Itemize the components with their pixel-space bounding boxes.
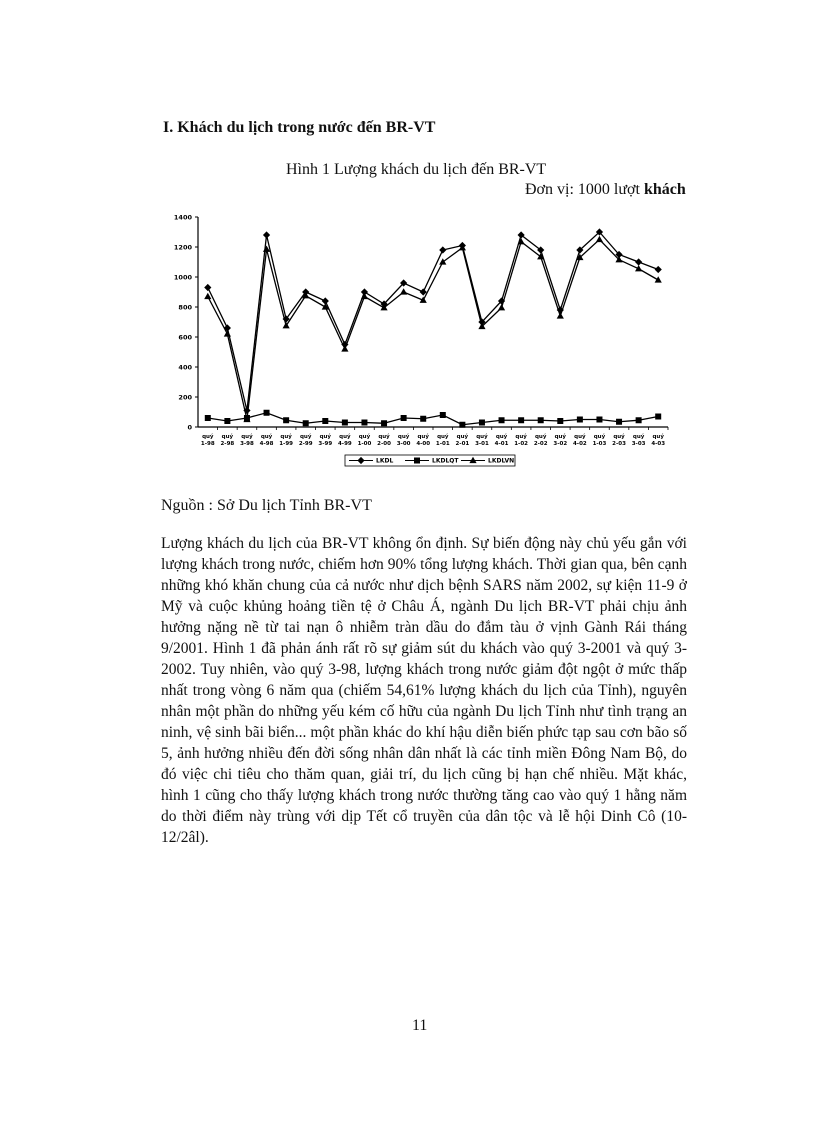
body-paragraph: Lượng khách du lịch của BR-VT không ổn định. Sự biến động này chủ yếu gắn với lượng khách trong nước, chiếm hơn 90% tổng lượng khách. Thời gian qua, bên cạnh những khó khăn chung của cả nước như dịch bệnh SARS năm 2002, sự kiện 11-9 ở Mỹ và cuộc khủng hoảng tiền tệ ở Châu Á, ngành Du lịch BR-VT phải chịu ảnh hưởng nặng nề từ tai nạn ô nhiễm tràn dầu do đắm tàu ở vịnh Gành Rái tháng 9/2001. Hình 1 đã phản ánh rất rõ sự giảm sút du khách vào quý 3-2001 và quý 3-2002. Tuy nhiên, vào quý 3-98, lượng khách trong nước giảm đột ngột ở mức thấp nhất trong vòng 6 năm qua (chiếm 54,61% lượng khách du lịch của Tỉnh), nguyên nhân một phần do những yếu kém cố hữu của ngành Du lịch Tỉnh như tình trạng an ninh, vệ sinh bãi biển... một phần khác do khí hậu diễn biến phức tạp sau cơn bão số 5, ảnh hưởng nhiều đến đời sống nhân dân nhất là các tỉnh miền Đông Nam Bộ, do đó việc chi tiêu cho thăm quan, giải trí, du lịch cũng bị hạn chế nhiều. Mặt khác, hình 1 cũng cho thấy lượng khách trong nước thường tăng cao vào quý 1 hằng năm do thời điểm này trùng với dịp Tết cổ truyền của dân tộc và lễ hội Dinh Cô (10-12/2âl).: [161, 535, 687, 846]
x-tick-label-top: quý: [260, 434, 273, 440]
x-tick-label: 3-01: [475, 441, 489, 447]
x-tick-label: 1-99: [279, 441, 294, 447]
section-heading: I. Khách du lịch trong nước đến BR-VT: [163, 119, 436, 136]
series-lkdlqt-point: [224, 418, 230, 424]
series-lkdlqt-point: [283, 417, 289, 423]
y-tick-label: 800: [178, 303, 192, 312]
x-tick-label: 4-01: [494, 441, 509, 447]
x-tick-label: 4-03: [651, 441, 666, 447]
x-tick-label: 2-99: [298, 441, 313, 447]
y-tick-label: 0: [187, 423, 192, 432]
y-tick-label: 600: [178, 333, 192, 342]
x-tick-label-top: quý: [241, 434, 253, 440]
x-tick-label-top: quý: [319, 434, 332, 440]
source-note: Nguồn : Sở Du lịch Tỉnh BR-VT: [161, 497, 372, 514]
figure-unit: [525, 181, 686, 199]
x-tick-label: 2-98: [220, 441, 235, 447]
series-lkdlqt-point: [538, 417, 544, 423]
x-tick-label-top: quý: [280, 434, 292, 440]
series-lkdlvn-point: [557, 312, 564, 318]
series-lkdlvn-point: [224, 330, 231, 336]
x-tick-label: 2-02: [533, 441, 548, 447]
x-tick-label-top: quý: [358, 434, 371, 440]
x-tick-label: 3-02: [553, 441, 568, 447]
x-tick-label: 4-00: [416, 441, 431, 447]
y-tick-label: 1200: [173, 243, 192, 252]
x-tick-label-top: quý: [221, 434, 234, 440]
x-tick-label: 1-00: [357, 441, 372, 447]
series-lkdlvn-point: [518, 238, 525, 244]
x-tick-label-top: quý: [339, 434, 351, 440]
x-tick-label: 1-03: [592, 441, 607, 447]
series-lkdlqt-point: [303, 420, 309, 426]
series-lkdlqt-point: [459, 422, 465, 428]
series-lkdlqt-point: [616, 419, 622, 425]
series-lkdlqt-point: [577, 417, 583, 423]
x-tick-label-top: quý: [397, 434, 410, 440]
x-tick-label-top: quý: [613, 434, 625, 440]
series-lkdlqt-point: [381, 420, 387, 426]
series-lkdlqt-point: [361, 420, 367, 426]
y-tick-label: 1000: [173, 273, 192, 282]
series-lkdlqt-point: [420, 416, 426, 422]
x-tick-label-top: quý: [437, 434, 449, 440]
series-line-lkdl: [208, 232, 658, 411]
series-lkdlqt-point: [401, 415, 407, 421]
x-tick-label: 4-99: [337, 441, 352, 447]
series-lkdlqt-point: [655, 414, 661, 420]
legend-label: LKDLQT: [432, 457, 459, 465]
y-tick-label: 1400: [173, 213, 192, 222]
series-lkdlqt-point: [205, 415, 211, 421]
series-line-lkdlvn: [208, 240, 658, 420]
series-lkdlqt-point: [264, 410, 270, 416]
series-lkdlvn-point: [341, 345, 348, 351]
series-lkdlvn-point: [655, 276, 662, 282]
series-lkdlqt-point: [322, 418, 328, 424]
series-lkdlqt-point: [557, 418, 563, 424]
x-tick-label: 3-00: [396, 441, 411, 447]
x-tick-label: 3-99: [318, 441, 333, 447]
x-tick-label-top: quý: [574, 434, 586, 440]
x-tick-label: 2-00: [377, 441, 391, 447]
series-lkdlqt-point: [479, 420, 485, 426]
x-tick-label-top: quý: [593, 434, 606, 440]
figure-unit-bold: khách: [643, 181, 686, 198]
x-tick-label-top: quý: [202, 434, 214, 440]
legend-label: LKDL: [376, 457, 394, 465]
x-tick-label-top: quý: [534, 434, 547, 440]
series-lkdl-point: [635, 258, 642, 265]
series-lkdlqt-point: [518, 417, 524, 423]
series-lkdlvn-point: [596, 236, 603, 242]
series-lkdl-point: [655, 266, 662, 273]
x-tick-label: 1-02: [514, 441, 529, 447]
series-lkdlqt-point: [342, 420, 348, 426]
series-lkdlqt-point: [440, 412, 446, 418]
x-tick-label-top: quý: [652, 434, 664, 440]
series-lkdlqt-point: [596, 417, 602, 423]
page-number: 11: [412, 1017, 428, 1034]
series-lkdlqt-point: [499, 417, 505, 423]
x-tick-label: 1-98: [200, 441, 215, 447]
series-line-lkdlqt: [208, 413, 658, 425]
x-tick-label: 4-02: [572, 441, 587, 447]
series-lkdl-point: [263, 231, 270, 238]
tourist-line-chart: [165, 205, 675, 470]
series-lkdl-point: [439, 246, 446, 253]
x-tick-label-top: quý: [456, 434, 469, 440]
figure-caption: Hình 1 Lượng khách du lịch đến BR-VT: [286, 161, 547, 178]
x-tick-label-top: quý: [417, 434, 429, 440]
x-tick-label: 1-01: [435, 441, 450, 447]
series-lkdl-point: [204, 284, 211, 291]
legend-label: LKDLVN: [488, 457, 515, 465]
x-tick-label-top: quý: [515, 434, 527, 440]
x-tick-label: 3-03: [631, 441, 646, 447]
figure-unit-prefix: Đơn vị: 1000 lượt: [525, 181, 640, 198]
x-tick-label: 3-98: [240, 441, 254, 447]
series-lkdlqt-point: [636, 417, 642, 423]
series-lkdlvn-point: [400, 288, 407, 294]
x-tick-label: 2-03: [612, 441, 626, 447]
x-tick-label-top: quý: [495, 434, 508, 440]
series-lkdlvn-point: [439, 258, 446, 264]
y-tick-label: 200: [178, 393, 192, 402]
x-tick-label: 4-98: [259, 441, 274, 447]
x-tick-label-top: quý: [476, 434, 488, 440]
x-tick-label-top: quý: [378, 434, 390, 440]
x-tick-label-top: quý: [554, 434, 567, 440]
x-tick-label-top: quý: [632, 434, 645, 440]
series-lkdlvn-point: [498, 304, 505, 310]
x-tick-label-top: quý: [299, 434, 312, 440]
y-tick-label: 400: [178, 363, 192, 372]
x-tick-label: 2-01: [455, 441, 470, 447]
legend-lkdlqt-point: [414, 458, 420, 464]
